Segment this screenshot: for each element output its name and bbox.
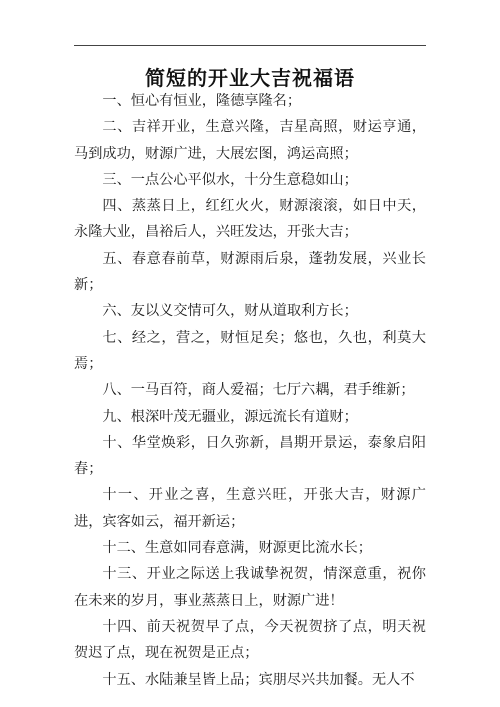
- paragraph-5: 五、春意春前草，财源雨后泉，蓬勃发展，兴业长新；: [74, 250, 426, 294]
- top-divider: [74, 45, 426, 46]
- paragraph-10: 十、华堂焕彩，日久弥新，昌期开景运，泰象启阳春；: [74, 434, 426, 478]
- paragraph-4: 四、蒸蒸日上，红红火火，财源滚滚，如日中天，永隆大业，昌裕后人，兴旺发达，开张大吉；: [74, 198, 426, 241]
- paragraph-12: 十二、生意如同春意满，财源更比流水长；: [102, 540, 372, 557]
- paragraph-7: 七、经之，营之，财恒足矣；悠也，久也，利莫大焉；: [74, 329, 426, 372]
- paragraph-6: 六、友以义交情可久，财从道取利方长；: [102, 303, 358, 320]
- paragraph-14: 十四、前天祝贺早了点，今天祝贺挤了点，明天祝贺迟了点，现在祝贺是正点；: [74, 618, 426, 662]
- paragraph-11: 十一、开业之喜，生意兴旺，开张大吉，财源广进，宾客如云，福开新运；: [74, 487, 426, 530]
- paragraph-15: 十五、水陆兼呈皆上品；宾朋尽兴共加餐。无人不: [102, 671, 415, 688]
- paragraph-3: 三、一点公心平似水，十分生意稳如山；: [102, 171, 358, 188]
- paragraph-13: 十三、开业之际送上我诚挚祝贺，情深意重，祝你在未来的岁月，事业蒸蒸日上，财源广进！: [74, 566, 426, 609]
- paragraph-8: 八、一马百符，商人爱福；七厅六耦，君手维新；: [102, 382, 415, 399]
- paragraph-9: 九、根深叶茂无疆业，源远流长有道财；: [102, 408, 358, 425]
- paragraph-1: 一、恒心有恒业，隆德享隆名；: [102, 93, 302, 109]
- document-title: 简短的开业大吉祝福语: [145, 66, 355, 90]
- paragraph-2: 二、吉祥开业，生意兴隆，吉星高照，财运亨通，马到成功，财源广进，大展宏图，鸿运高照；: [74, 119, 426, 162]
- document-body: [74, 88, 426, 693]
